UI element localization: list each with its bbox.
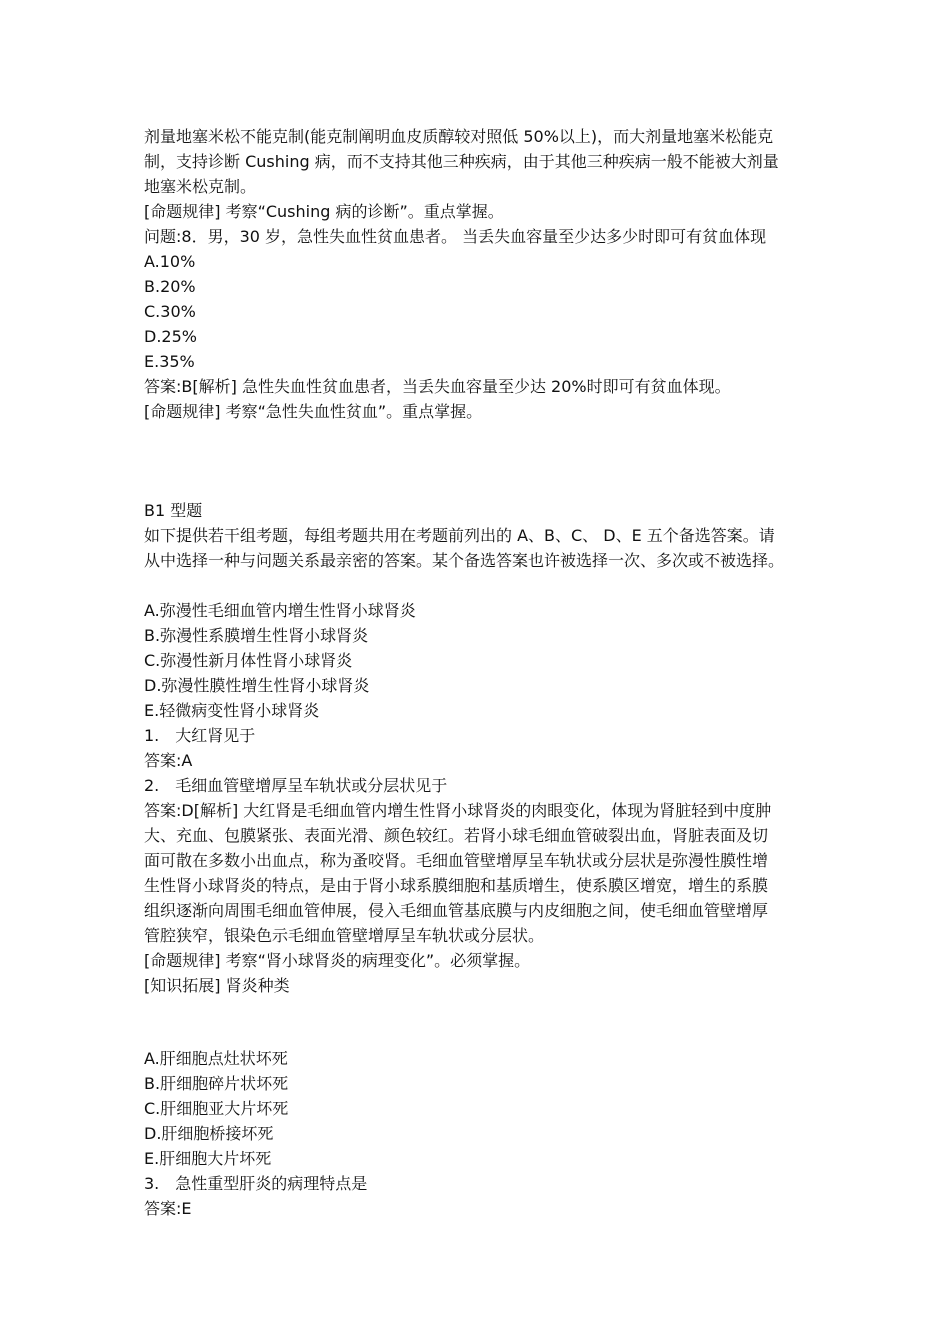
instruction-line: 从中选择一种与问题关系最亲密的答案。某个备选答案也许被选择一次、多次或不被选择。 xyxy=(144,551,785,570)
paragraph-line: 地塞米松克制。 xyxy=(144,177,257,196)
option-e: E.35% xyxy=(144,352,195,371)
option-b: B.20% xyxy=(144,277,196,296)
instruction-line: 如下提供若干组考题，每组考题共用在考题前列出的 A、B、C、 D、E 五个备选答案。请 xyxy=(144,526,775,545)
option-d: D.25% xyxy=(144,327,197,346)
explanation-line: 面可散在多数小出血点，称为蚤咬肾。毛细血管壁增厚呈车轨状或分层状是弥漫性膜性增 xyxy=(144,851,769,870)
option-b: B.肝细胞碎片状坏死 xyxy=(144,1074,289,1093)
answer-line: 答案:B[解析] 急性失血性贫血患者，当丢失血容量至少达 20%时即可有贫血体现。 xyxy=(144,377,731,396)
section-heading: B1 型题 xyxy=(144,501,203,520)
option-c: C.肝细胞亚大片坏死 xyxy=(144,1099,289,1118)
option-e: E.轻微病变性肾小球肾炎 xyxy=(144,701,320,720)
option-c: C.30% xyxy=(144,302,196,321)
paragraph-line: 剂量地塞米松不能克制(能克制阐明血皮质醇较对照低 50%以上)，而大剂量地塞米松能克 xyxy=(144,127,774,146)
text-block-hepatitis xyxy=(144,1046,816,1221)
option-a: A.弥漫性毛细血管内增生性肾小球肾炎 xyxy=(144,601,416,620)
rule-note: [命题规律] 考察“急性失血性贫血”。重点掌握。 xyxy=(144,402,483,421)
answer-line: 答案:E xyxy=(144,1199,192,1218)
option-c: C.弥漫性新月体性肾小球肾炎 xyxy=(144,651,353,670)
option-a: A.肝细胞点灶状坏死 xyxy=(144,1049,288,1068)
answer-line: 答案:D[解析] 大红肾是毛细血管内增生性肾小球肾炎的肉眼变化，体现为肾脏轻到中度肿 xyxy=(144,801,772,820)
question-2: 2. 毛细血管壁增厚呈车轨状或分层状见于 xyxy=(144,776,448,795)
text-block-cushing-and-anemia xyxy=(144,124,816,424)
text-block-nephritis xyxy=(144,598,816,998)
option-b: B.弥漫性系膜增生性肾小球肾炎 xyxy=(144,626,369,645)
question-3: 3. 急性重型肝炎的病理特点是 xyxy=(144,1174,368,1193)
explanation-line: 管腔狭窄，银染色示毛细血管壁增厚呈车轨状或分层状。 xyxy=(144,926,545,945)
rule-note: [命题规律] 考察“Cushing 病的诊断”。重点掌握。 xyxy=(144,202,504,221)
rule-note: [命题规律] 考察“肾小球肾炎的病理变化”。必须掌握。 xyxy=(144,951,531,970)
explanation-line: 大、充血、包膜紧张、表面光滑、颜色较红。若肾小球毛细血管破裂出血，肾脏表面及切 xyxy=(144,826,769,845)
option-a: A.10% xyxy=(144,252,196,271)
question-1: 1. 大红肾见于 xyxy=(144,726,256,745)
option-d: D.肝细胞桥接坏死 xyxy=(144,1124,274,1143)
paragraph-line: 制，支持诊断 Cushing 病，而不支持其他三种疾病，由于其他三种疾病一般不能被大剂量 xyxy=(144,152,779,171)
question-8: 问题:8．男，30 岁，急性失血性贫血患者。 当丢失血容量至少达多少时即可有贫血体现 xyxy=(144,227,767,246)
option-e: E.肝细胞大片坏死 xyxy=(144,1149,272,1168)
option-d: D.弥漫性膜性增生性肾小球肾炎 xyxy=(144,676,370,695)
explanation-line: 组织逐渐向周围毛细血管伸展，侵入毛细血管基底膜与内皮细胞之间，使毛细血管壁增厚 xyxy=(144,901,769,920)
text-block-b1-instructions xyxy=(144,498,816,573)
explanation-line: 生性肾小球肾炎的特点，是由于肾小球系膜细胞和基质增生，使系膜区增宽，增生的系膜 xyxy=(144,876,769,895)
answer-line: 答案:A xyxy=(144,751,193,770)
knowledge-extension: [知识拓展] 肾炎种类 xyxy=(144,976,290,995)
